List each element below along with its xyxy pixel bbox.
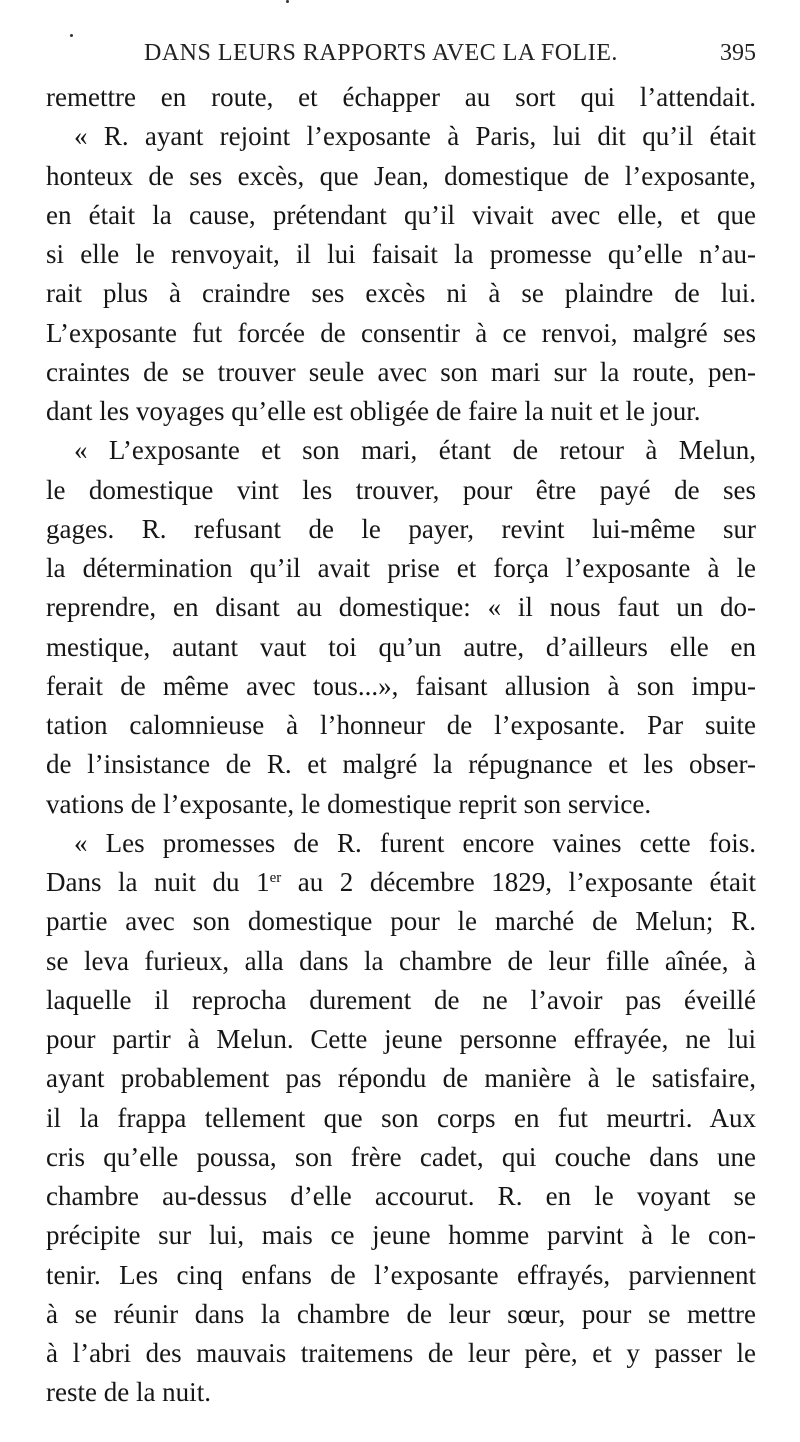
ink-speck: [286, 0, 289, 3]
text-line: le domestique vint les trouver, pour être payé de ses: [46, 474, 756, 505]
body-text: [46, 78, 756, 1413]
text-line: « L’exposante et son mari, étant de retour à Melun,: [74, 435, 756, 466]
text-line: précipite sur lui, mais ce jeune homme parvint à le con-: [46, 1220, 756, 1251]
running-title: DANS LEURS RAPPORTS AVEC LA FOLIE.: [144, 40, 618, 66]
text-segment: Dans la nuit du 1: [46, 867, 270, 897]
text-line: chambre au-dessus d’elle accourut. R. en le voyant se: [46, 1181, 756, 1211]
text-segment: au 2 décembre 1829, l’exposante était: [281, 867, 756, 897]
text-line: pour partir à Melun. Cette jeune personne effrayée, ne lui: [46, 1024, 756, 1054]
text-line: remettre en route, et échapper au sort qui l’attendait.: [46, 82, 756, 112]
text-line: ayant probablement pas répondu de manière à le satisfaire,: [46, 1063, 756, 1094]
text-line: ferait de même avec tous...», faisant allusion à son impu-: [46, 670, 756, 701]
superscript: er: [269, 870, 282, 886]
text-line: « Les promesses de R. furent encore vaines cette fois.: [74, 827, 756, 858]
page-number: 395: [720, 40, 756, 66]
text-line: si elle le renvoyait, il lui faisait la promesse qu’elle n’au-: [46, 239, 756, 269]
text-line: tation calomnieuse à l’honneur de l’exposante. Par suite: [46, 710, 756, 740]
text-line: à se réunir dans la chambre de leur sœur, pour se mettre: [46, 1298, 756, 1329]
text-line: cris qu’elle poussa, son frère cadet, qui couche dans une: [46, 1141, 756, 1172]
text-line: « R. ayant rejoint l’exposante à Paris, lui dit qu’il était: [74, 121, 756, 152]
text-line: honteux de ses excès, que Jean, domestique de l’exposante,: [46, 160, 756, 191]
text-line: à l’abri des mauvais traitemens de leur père, et y passer le: [46, 1338, 756, 1368]
text-line: rait plus à craindre ses excès ni à se plaindre de lui.: [46, 278, 756, 309]
text-line: il la frappa tellement que son corps en fut meurtri. Aux: [46, 1102, 756, 1133]
text-line: de l’insistance de R. et malgré la répugnance et les obser-: [46, 749, 756, 780]
text-line: vations de l’exposante, le domestique reprit son service.: [46, 788, 652, 819]
text-line: partie avec son domestique pour le marché de Melun; R.: [46, 906, 756, 937]
text-line: reprendre, en disant au domestique: « il nous faut un do-: [46, 592, 756, 623]
text-line: [46, 863, 756, 902]
text-line: gages. R. refusant de le payer, revint lui-même sur: [46, 513, 756, 544]
running-header: [46, 38, 760, 78]
text-line: la détermination qu’il avait prise et força l’exposante à le: [46, 553, 756, 583]
text-line: se leva furieux, alla dans la chambre de leur fille aînée, à: [46, 945, 756, 976]
text-line: L’exposante fut forcée de consentir à ce renvoi, malgré ses: [46, 317, 756, 348]
text-line: reste de la nuit.: [46, 1377, 211, 1408]
text-line: tenir. Les cinq enfans de l’exposante effrayés, parviennent: [46, 1259, 756, 1290]
text-line: en était la cause, prétendant qu’il vivait avec elle, et que: [46, 199, 756, 230]
text-line: mestique, autant vaut toi qu’un autre, d’ailleurs elle en: [46, 631, 756, 662]
ink-speck: [70, 34, 73, 37]
text-line: laquelle il reprocha durement de ne l’avoir pas éveillé: [46, 984, 756, 1015]
text-line: craintes de se trouver seule avec son mari sur la route, pen-: [46, 356, 756, 387]
text-line: dant les voyages qu’elle est obligée de faire la nuit et le jour.: [46, 396, 701, 426]
